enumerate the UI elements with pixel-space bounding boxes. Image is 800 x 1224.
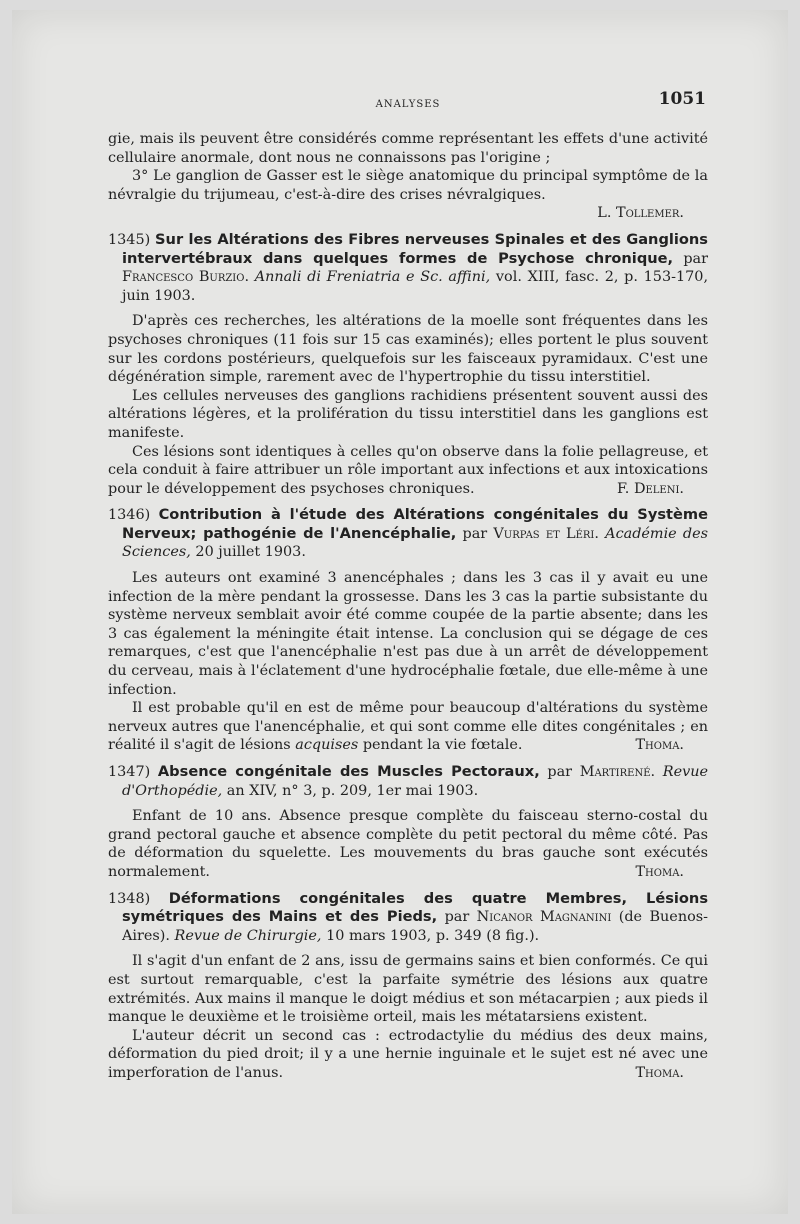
citation: an XIV, n° 3, p. 209, 1er mai 1903. bbox=[226, 782, 479, 799]
article-title: Déformations congénitales des quatre Membres, Lésions symétriques des Mains et des Pieds, bbox=[122, 889, 709, 926]
signature: Thoma. bbox=[635, 1064, 684, 1081]
journal-name: Annali di Freniatria e Sc. affini, bbox=[254, 269, 491, 286]
byline-prefix: par bbox=[462, 525, 488, 542]
paragraph-text: pendant la vie fœtale. bbox=[362, 737, 523, 754]
emphasis: acquises bbox=[295, 737, 359, 754]
article-paragraph bbox=[108, 1027, 708, 1083]
byline-prefix: par bbox=[444, 909, 470, 926]
article-author: Nicanor Magnanini bbox=[476, 909, 612, 926]
article-heading bbox=[108, 763, 708, 800]
article-author: Francesco Burzio. bbox=[122, 269, 250, 286]
paragraph-text: L'auteur décrit un second cas : ectrodactylie du médius des deux mains, déformation du pied droit; il y a une hernie inguinale et le sujet est né avec une imperforation de l'anus. bbox=[108, 1027, 708, 1081]
article-1346 bbox=[108, 506, 708, 755]
article-title: Contribution à l'étude des Altérations congénitales du Système Nerveux; pathogénie de l'Anencéphalie, bbox=[122, 506, 708, 542]
article-paragraph: Les cellules nerveuses des ganglions rachidiens présentent souvent aussi des altérations légères, et la prolifération du tissu interstitiel dans les ganglions est manifeste. bbox=[108, 387, 708, 441]
article-paragraph: D'après ces recherches, les altérations de la moelle sont fréquentes dans les psychoses chroniques (11 fois sur 15 cas examinés); elles portent le plus souvent sur les cordons postérieurs, quelquefois sur les faisceaux pyramidaux. C'est une dégénération simple, rarement avec de l'hypertrophie du tissu interstitiel. bbox=[108, 313, 708, 386]
article-heading bbox=[108, 890, 708, 946]
signature: Thoma. bbox=[635, 737, 684, 754]
article-paragraph bbox=[108, 699, 708, 755]
article-paragraph bbox=[108, 807, 708, 881]
journal-name: Académie des Sciences, bbox=[122, 525, 709, 561]
article-title: Sur les Altérations des Fibres nerveuses Spinales et des Ganglions intervertébraux dans quelques formes de Psychose chronique, bbox=[122, 230, 708, 267]
journal-name: Revue de Chirurgie, bbox=[174, 927, 322, 944]
signature: F. Deleni. bbox=[617, 480, 684, 497]
article-number: 1348) bbox=[108, 890, 151, 907]
article-1347 bbox=[108, 763, 708, 882]
article-heading bbox=[108, 231, 708, 305]
citation: vol. XIII, fasc. 2, p. 153-170, juin 1903. bbox=[122, 269, 709, 304]
citation: 20 juillet 1903. bbox=[195, 544, 306, 561]
citation: 10 mars 1903, p. 349 (8 fig.). bbox=[326, 927, 540, 944]
paragraph-text: Il est probable qu'il en est de même pour beaucoup d'altérations du système nerveux autres que l'anencéphalie, et qui sont comme elle dites congénitales ; en réalité il s'agit de lésions bbox=[108, 700, 708, 754]
running-head: ANALYSES bbox=[375, 99, 441, 110]
journal-name: Revue d'Orthopédie, bbox=[122, 764, 709, 799]
article-number: 1346) bbox=[108, 507, 151, 524]
intro-paragraph: gie, mais ils peuvent être considérés comme représentant les effets d'une activité cellulaire anormale, dont nous ne connaissons pas l'origine ; bbox=[108, 131, 708, 166]
page-header bbox=[108, 90, 708, 114]
author-suffix: (de Buenos-Aires). bbox=[122, 909, 708, 944]
article-author: Martirené. bbox=[579, 764, 656, 780]
byline-prefix: par bbox=[683, 250, 708, 267]
signature: L. Tollemer. bbox=[597, 205, 684, 222]
article-1345 bbox=[108, 231, 708, 498]
article-paragraph: Il s'agit d'un enfant de 2 ans, issu de germains sains et bien conformés. Ce qui est surtout remarquable, c'est la parfaite symétrie des lésions aux quatre extrémités. Aux mains il manque le doigt médius et son métacarpien ; aux pieds il manque le deuxième et le troisième orteil, mais les métatarsiens existent. bbox=[108, 953, 708, 1026]
article-title: Absence congénitale des Muscles Pectoraux, bbox=[157, 763, 540, 780]
article-number: 1345) bbox=[108, 231, 151, 248]
paragraph-text: Enfant de 10 ans. Absence presque complète du faisceau sterno-costal du grand pectoral gauche et absence complète du petit pectoral du même côté. Pas de déformation du squelette. Les mouvements du bras gauche sont exécutés normalement. bbox=[108, 808, 708, 880]
article-1348 bbox=[108, 890, 708, 1083]
book-page bbox=[12, 10, 788, 1214]
article-author: Vurpas et Léri. bbox=[493, 525, 599, 542]
article-paragraph bbox=[108, 443, 708, 499]
article-number: 1347) bbox=[108, 764, 151, 780]
byline-prefix: par bbox=[547, 764, 573, 780]
page-body bbox=[108, 130, 708, 1083]
page-number: 1051 bbox=[658, 89, 706, 109]
signature: Thoma. bbox=[635, 863, 684, 880]
article-paragraph: Les auteurs ont examiné 3 anencéphales ; dans les 3 cas il y avait eu une infection de la mère pendant la grossesse. Dans les 3 cas la partie subsistante du système nerveux semblait avoir été comme coupée de la partie absente; dans les 3 cas également la méningite était intense. La conclusion qui se dégage de ces remarques, c'est que l'anencéphalie n'est pas due à un arrêt de développement du cerveau, mais à l'éclatement d'une hydrocéphalie fœtale, due elle-même à une infection. bbox=[108, 570, 708, 698]
paragraph-text: Ces lésions sont identiques à celles qu'on observe dans la folie pellagreuse, et cela conduit à faire attribuer un rôle important aux infections et aux intoxications pour le développement des psychoses chroniques. bbox=[108, 443, 708, 497]
intro-paragraph: 3° Le ganglion de Gasser est le siège anatomique du principal symptôme de la névralgie du trijumeau, c'est-à-dire des crises névralgiques. bbox=[108, 168, 708, 203]
article-heading bbox=[108, 506, 708, 562]
